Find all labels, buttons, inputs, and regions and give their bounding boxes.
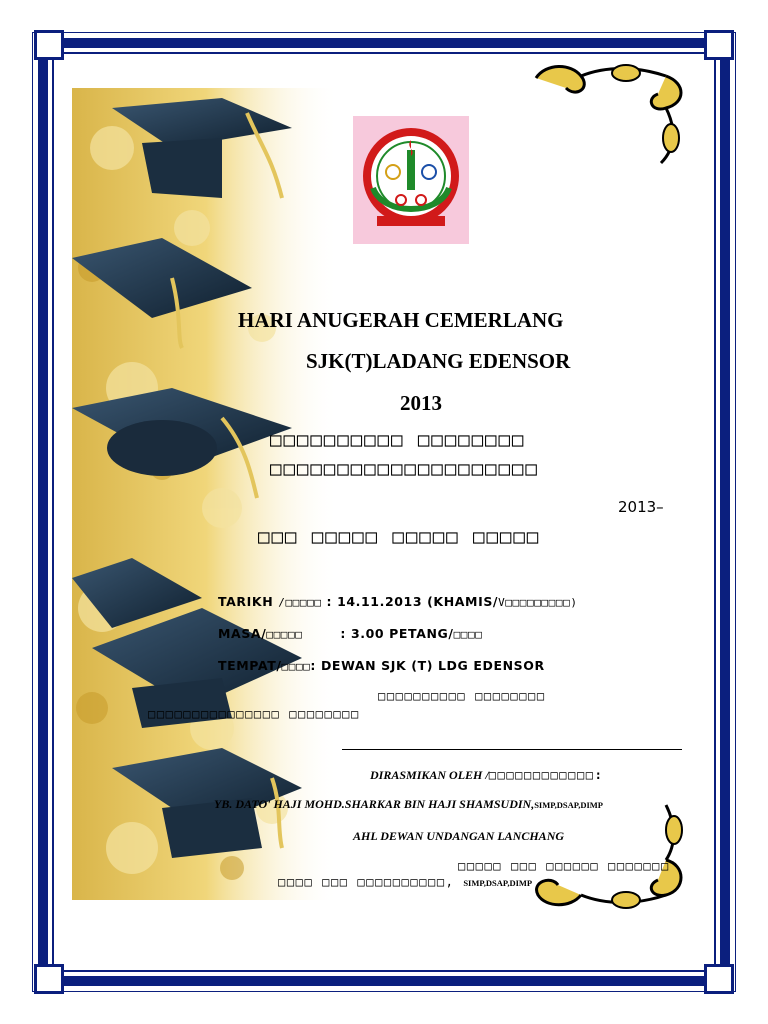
school-logo	[353, 116, 469, 244]
tamil-officiant-line-2-wrap	[278, 875, 532, 889]
date-day-tamil: V□□□□□□□□□)	[498, 596, 578, 609]
divider-line	[342, 749, 682, 750]
time-line	[218, 626, 482, 641]
date-line	[218, 594, 578, 609]
time-value: : 3.00 PETANG/	[340, 626, 454, 641]
tamil-title-line-3: □□□ □□□□□ □□□□□ □□□□□	[258, 526, 541, 548]
officiant-name: YB. DATO' HAJI MOHD.SHARKAR BIN HAJI SHAMSUDIN,	[214, 797, 535, 811]
officiant-name-line	[214, 797, 603, 812]
officiated-label-tamil: □□□□□□□□□□□□:	[488, 768, 604, 782]
tamil-officiant-line-2: □□□□ □□□ □□□□□□□□□□,	[278, 875, 455, 889]
tamil-title-line-2: □□□□□□□□□□□□□□□□□□□□	[270, 458, 539, 480]
scroll-ornament-top-right	[526, 58, 696, 168]
time-label-tamil: □□□□□	[266, 628, 303, 641]
tamil-officiant-titles: SIMP,DSAP,DIMP	[463, 878, 533, 888]
venue-value: : DEWAN SJK (T) LDG EDENSOR	[310, 658, 545, 673]
scroll-ornament-bottom-right	[526, 800, 696, 915]
time-label: MASA/	[218, 626, 267, 641]
officiated-label: DIRASMIKAN OLEH /	[370, 768, 489, 782]
corner-ornament-top-left	[34, 30, 64, 60]
date-label-tamil: /□□□□□	[278, 596, 322, 609]
corner-ornament-top-right	[704, 30, 734, 60]
officiated-label-line	[370, 768, 603, 783]
date-value: : 14.11.2013 (KHAMIS/	[326, 594, 499, 609]
time-value-tamil: □□□□	[453, 628, 483, 641]
event-title: HARI ANUGERAH CEMERLANG	[238, 308, 564, 332]
school-name: SJK(T)LADANG EDENSOR	[306, 349, 571, 373]
tamil-officiant-line-1: □□□□□ □□□ □□□□□□ □□□□□□□	[458, 859, 670, 873]
graduation-cap-background	[72, 88, 340, 900]
year-suffix: 2013–	[618, 498, 664, 516]
officiant-titles: SIMP,DSAP,DIMP	[534, 800, 603, 810]
tamil-title-line-1: □□□□□□□□□□ □□□□□□□□	[270, 429, 526, 451]
tamil-venue-line-2: □□□□□□□□□□□□□□□ □□□□□□□□	[148, 707, 360, 721]
venue-label-tamil: □□□□	[281, 660, 311, 673]
corner-ornament-bottom-left	[34, 964, 64, 994]
corner-ornament-bottom-right	[704, 964, 734, 994]
venue-label: TEMPAT/	[218, 658, 282, 673]
officiant-position: AHL DEWAN UNDANGAN LANCHANG	[353, 829, 565, 843]
tamil-venue-line-1: □□□□□□□□□□ □□□□□□□□	[378, 689, 546, 703]
date-label: TARIKH	[218, 594, 274, 609]
venue-line	[218, 658, 545, 673]
event-year: 2013	[400, 391, 442, 415]
